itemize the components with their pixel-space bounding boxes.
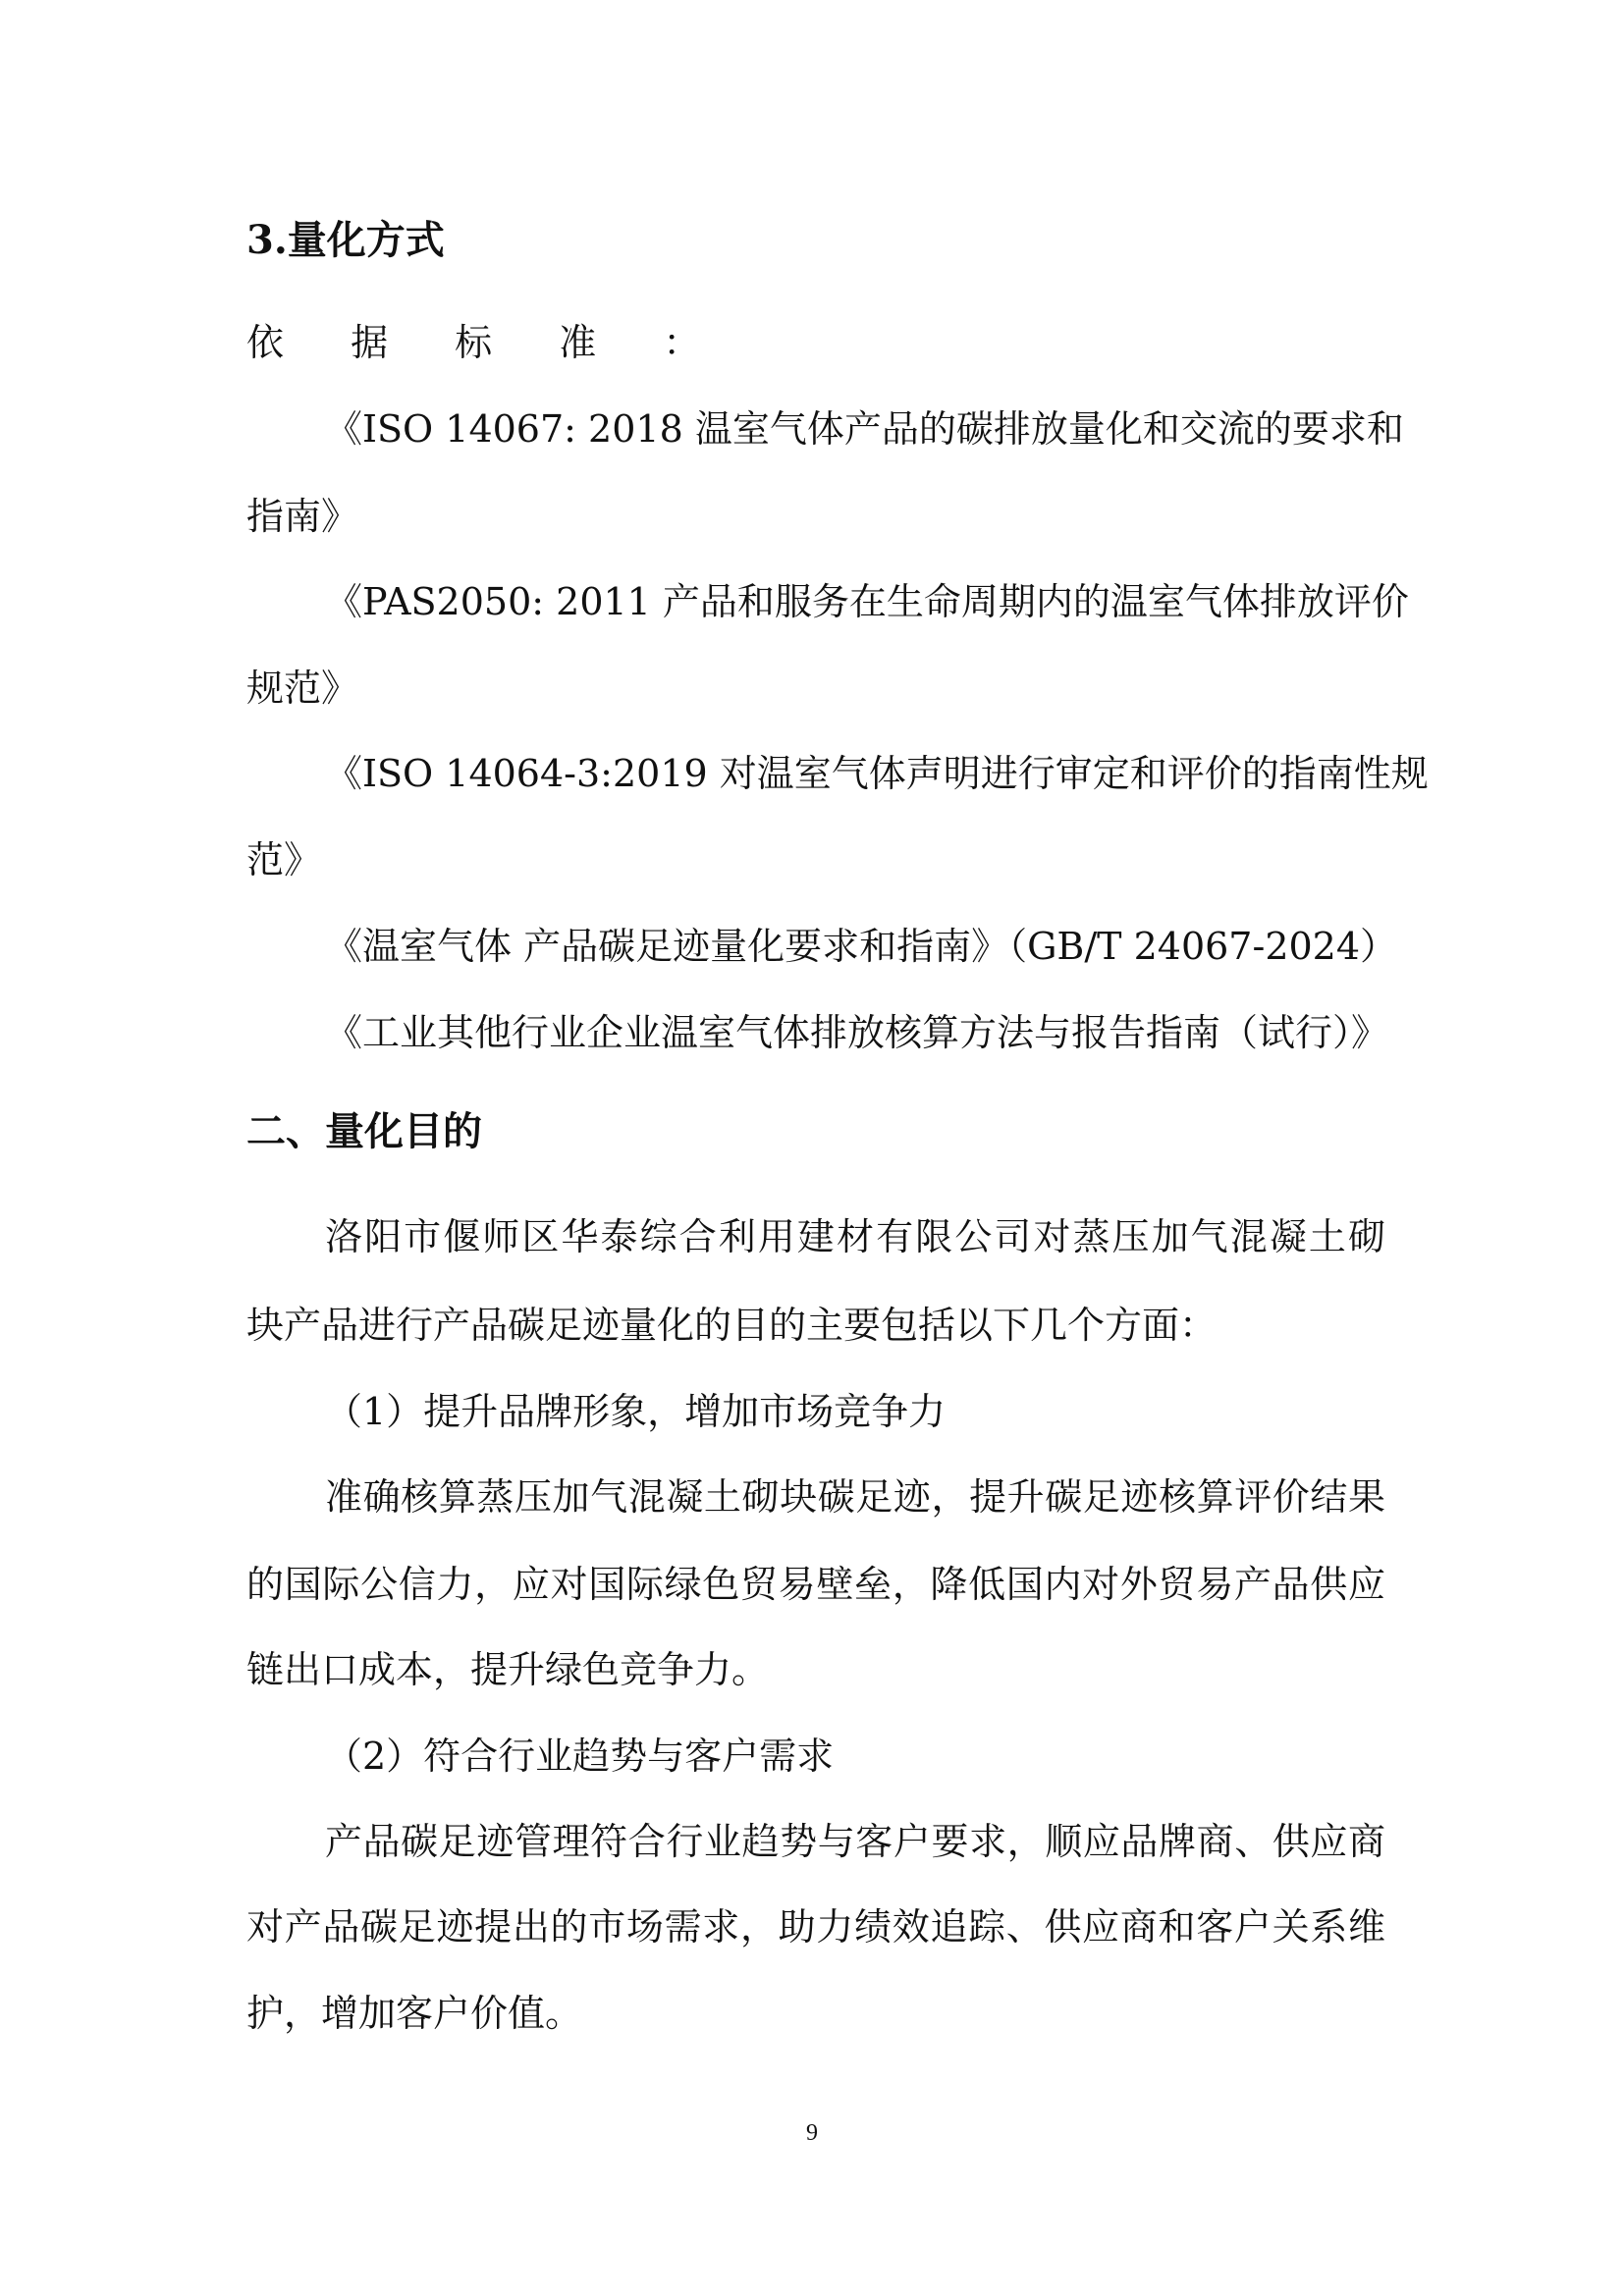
point2-line-1: 产品碳足迹管理符合行业趋势与客户要求，顺应品牌商、供应商 [325, 1820, 1385, 1863]
point1-line-3: 链出口成本，提升绿色竞争力。 [246, 1648, 770, 1691]
standard-line-2: 指南》 [246, 495, 359, 538]
standard-line-5: 《ISO 14064-3:2019 对温室气体声明进行审定和评价的指南性规 [325, 752, 1429, 795]
standard-line-7: 《温室气体 产品碳足迹量化要求和指南》（GB/T 24067-2024） [325, 925, 1398, 968]
point2-line-3: 护，增加客户价值。 [246, 1992, 583, 2035]
point1-line-2: 的国际公信力，应对国际绿色贸易壁垒，降低国内对外贸易产品供应 [246, 1563, 1385, 1606]
standard-line-1: 《ISO 14067: 2018 温室气体产品的碳排放量化和交流的要求和 [325, 407, 1404, 451]
standard-line-6: 范》 [246, 838, 322, 881]
page-number: 9 [806, 2120, 818, 2146]
section-heading-quantification-purpose: 二、量化目的 [246, 1108, 482, 1154]
point1-line-1: 准确核算蒸压加气混凝土砌块碳足迹，提升碳足迹核算评价结果 [325, 1475, 1385, 1519]
section-heading-quantification-method: 3.量化方式 [246, 217, 445, 263]
intro-line-1: 洛阳市偃师区华泰综合利用建材有限公司对蒸压加气混凝土砌 [325, 1215, 1385, 1258]
standard-line-4: 规范》 [246, 667, 359, 710]
basis-label: 依 据 标 准 ： [246, 321, 729, 364]
intro-line-2: 块产品进行产品碳足迹量化的目的主要包括以下几个方面： [246, 1304, 1218, 1347]
standard-line-8: 《工业其他行业企业温室气体排放核算方法与报告指南（试行）》 [325, 1011, 1389, 1054]
point2-title: （2）符合行业趋势与客户需求 [325, 1735, 835, 1778]
standard-line-3: 《PAS2050: 2011 产品和服务在生命周期内的温室气体排放评价 [325, 580, 1409, 623]
point2-line-2: 对产品碳足迹提出的市场需求，助力绩效追踪、供应商和客户关系维 [246, 1905, 1385, 1949]
point1-title: （1）提升品牌形象，增加市场竞争力 [325, 1390, 947, 1433]
